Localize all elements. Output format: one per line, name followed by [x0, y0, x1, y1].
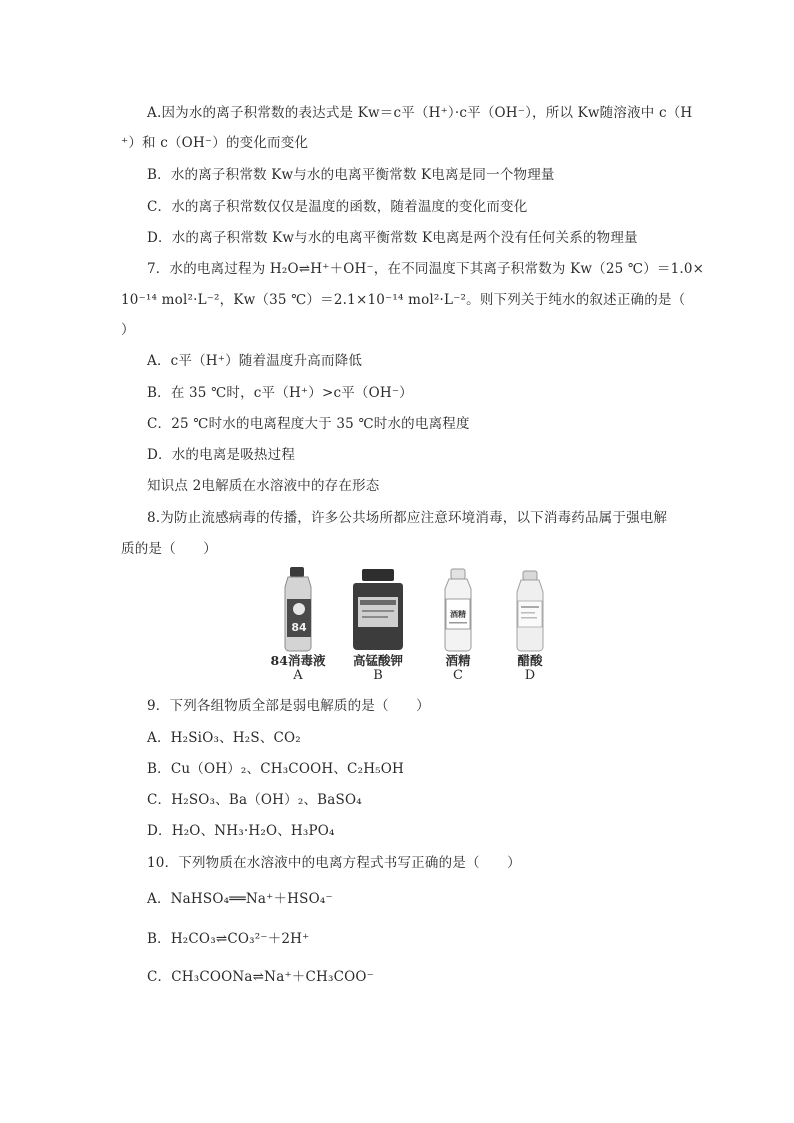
bleach-bottle-icon	[276, 565, 320, 653]
q10-option-c: C．CH₃COONa⇌Na⁺＋CH₃COO⁻	[147, 969, 374, 985]
q9-stem: 9．下列各组物质全部是弱电解质的是（ ）	[147, 698, 430, 714]
q9-option-c: C．H₂SO₃、Ba（OH）₂、BaSO₄	[147, 792, 362, 808]
q10-option-b: B．H₂CO₃⇌CO₃²⁻＋2H⁺	[147, 931, 310, 947]
q7-stem-line3: ）	[121, 322, 135, 338]
disinfectant-figure	[268, 565, 568, 687]
q8-stem-line2: 质的是（ ）	[121, 541, 217, 557]
q9-option-d: D．H₂O、NH₃·H₂O、H₃PO₄	[147, 823, 335, 839]
q6-option-d: D．水的离子积常数 Kw与水的电离平衡常数 K电离是两个没有任何关系的物理量	[147, 230, 638, 246]
q10-stem: 10．下列物质在水溶液中的电离方程式书写正确的是（ ）	[147, 855, 521, 871]
q9-option-a: A．H₂SiO₃、H₂S、CO₂	[147, 730, 301, 746]
figure-item-d	[500, 565, 560, 683]
q7-option-a: A．c平（H⁺）随着温度升高而降低	[147, 353, 363, 369]
figure-letter-b: B	[373, 668, 383, 683]
figure-caption-d: 醋酸	[517, 653, 543, 668]
figure-item-a	[268, 565, 328, 683]
reagent-jar-icon	[350, 565, 406, 653]
q6-option-b: B．水的离子积常数 Kw与水的电离平衡常数 K电离是同一个物理量	[147, 167, 555, 183]
figure-item-c	[428, 565, 488, 683]
bottle-c-label: 酒精	[450, 609, 466, 619]
figure-item-b	[348, 565, 408, 683]
q10-option-a: A．NaHSO₄══Na⁺＋HSO₄⁻	[147, 891, 333, 907]
q9-option-b: B．Cu（OH）₂、CH₃COOH、C₂H₅OH	[147, 761, 405, 777]
q7-option-c: C．25 ℃时水的电离程度大于 35 ℃时水的电离程度	[147, 416, 470, 432]
q6-option-c: C．水的离子积常数仅仅是温度的函数，随着温度的变化而变化	[147, 199, 528, 215]
figure-caption-a: 84消毒液	[270, 653, 326, 668]
vinegar-bottle-icon	[508, 565, 552, 653]
q7-option-d: D．水的电离是吸热过程	[147, 447, 296, 463]
alcohol-bottle-icon	[436, 565, 480, 653]
q6-option-a-line2: ⁺）和 c（OH⁻）的变化而变化	[121, 135, 309, 151]
q7-stem-line2: 10⁻¹⁴ mol²·L⁻²，Kw（35 ℃）＝2.1×10⁻¹⁴ mol²·L⁻²。则下列关于纯水的叙述正确的是（	[121, 292, 686, 308]
section-heading: 知识点 2电解质在水溶液中的存在形态	[147, 478, 380, 494]
figure-caption-c: 酒精	[445, 653, 471, 668]
q7-option-b: B．在 35 ℃时，c平（H⁺）>c平（OH⁻）	[147, 385, 413, 401]
figure-letter-d: D	[524, 668, 536, 683]
bottle-a-label: 84	[291, 621, 307, 634]
figure-letter-a: A	[293, 668, 303, 683]
figure-letter-c: C	[453, 668, 463, 683]
q8-stem-line1: 8.为防止流感病毒的传播，许多公共场所都应注意环境消毒，以下消毒药品属于强电解	[147, 510, 668, 526]
figure-caption-b: 高锰酸钾	[352, 653, 403, 668]
q7-stem-line1: 7．水的电离过程为 H₂O⇌H⁺＋OH⁻，在不同温度下其离子积常数为 Kw（25 ℃）＝1.0×	[147, 261, 705, 277]
q6-option-a-line1: A.因为水的离子积常数的表达式是 Kw＝c平（H⁺）·c平（OH⁻），所以 Kw随溶液中 c（H	[147, 105, 693, 121]
